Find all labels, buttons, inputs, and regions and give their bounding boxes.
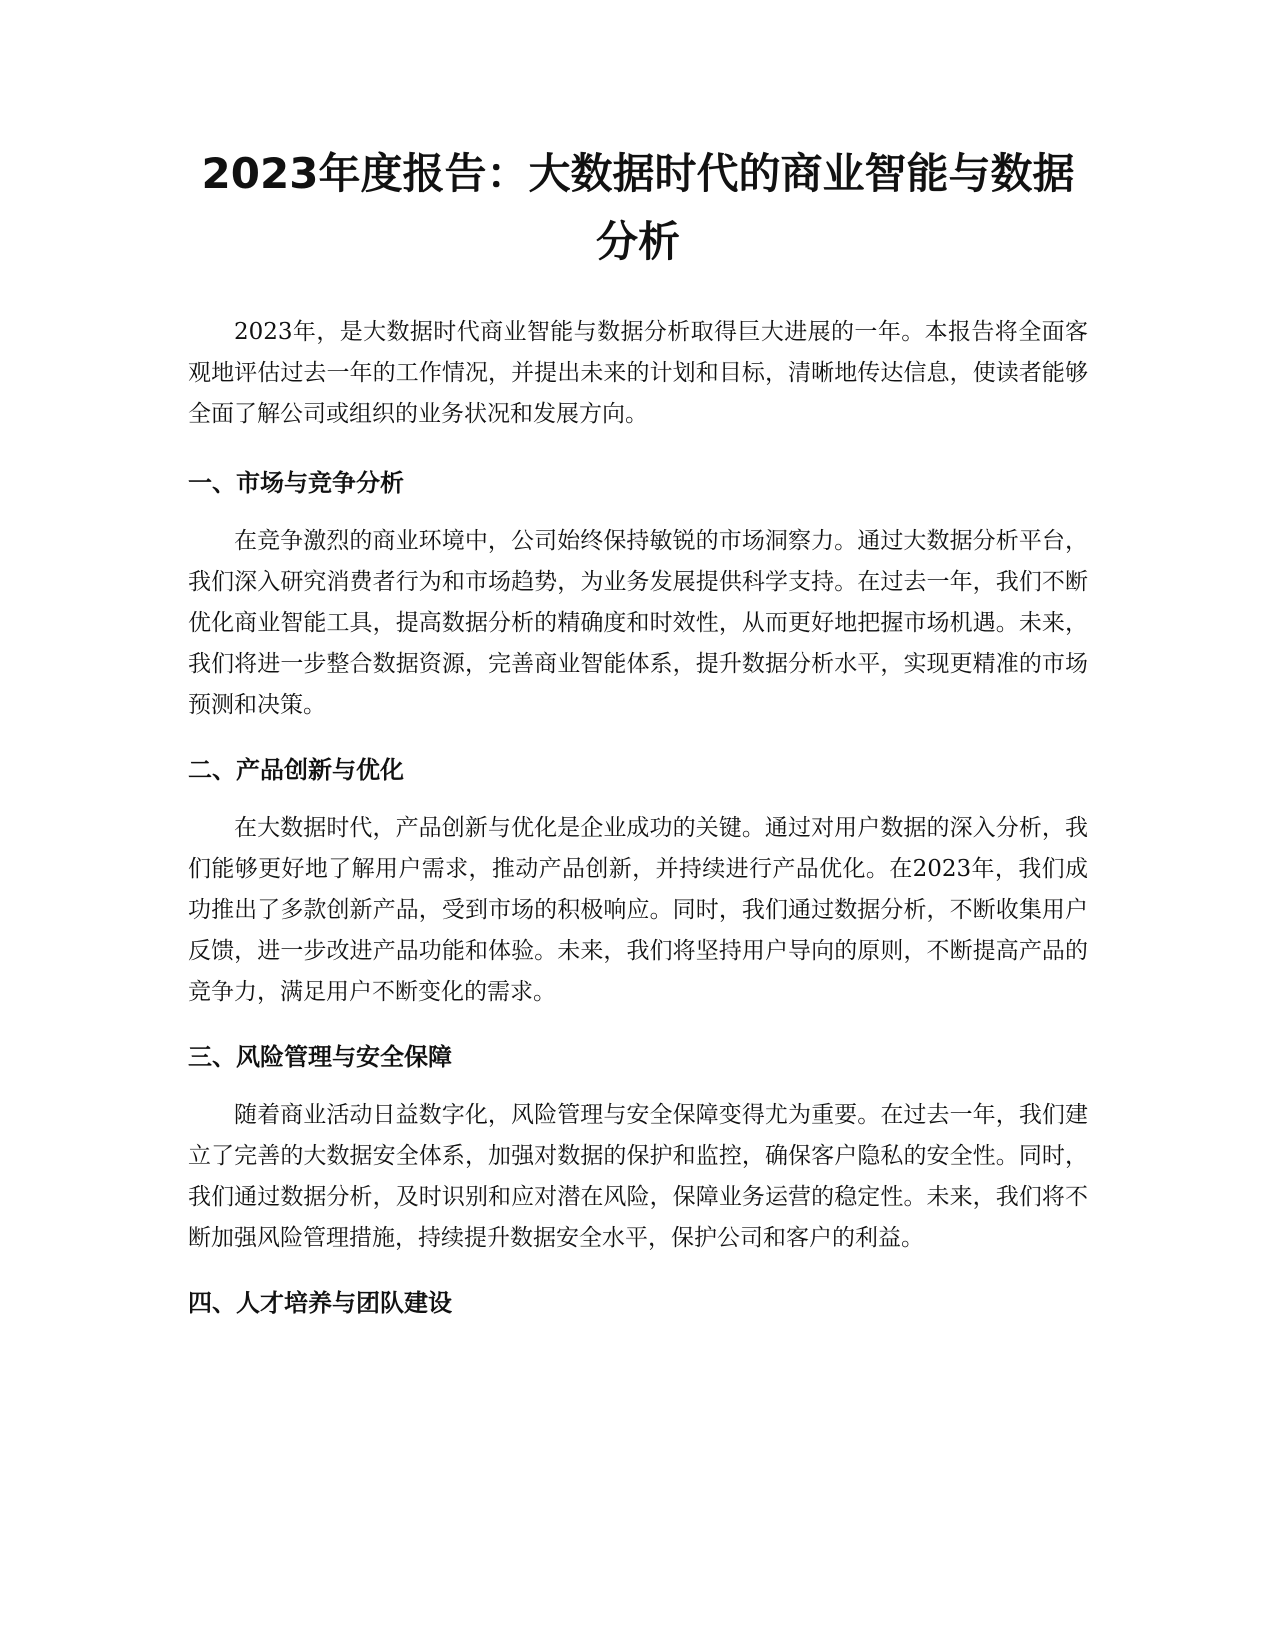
- section-heading-risk: 三、风险管理与安全保障: [188, 1043, 452, 1071]
- section-heading-talent: 四、人才培养与团队建设: [188, 1289, 452, 1317]
- section-heading-product: 二、产品创新与优化: [188, 756, 404, 784]
- section-heading-market: 一、市场与竞争分析: [188, 469, 404, 497]
- section-body-market: 在竞争激烈的商业环境中，公司始终保持敏锐的市场洞察力。通过大数据分析平台，我们深入研究消费者行为和市场趋势，为业务发展提供科学支持。在过去一年，我们不断优化商业智能工具，提高数据分析的精确度和时效性，从而更好地把握市场机遇。未来，我们将进一步整合数据资源，完善商业智能体系，提升数据分析水平，实现更精准的市场预测和决策。: [188, 528, 1088, 718]
- section-body-product: 在大数据时代，产品创新与优化是企业成功的关键。通过对用户数据的深入分析，我们能够更好地了解用户需求，推动产品创新，并持续进行产品优化。在2023年，我们成功推出了多款创新产品，受到市场的积极响应。同时，我们通过数据分析，不断收集用户反馈，进一步改进产品功能和体验。未来，我们将坚持用户导向的原则，不断提高产品的竞争力，满足用户不断变化的需求。: [188, 815, 1088, 1005]
- section-body-risk: 随着商业活动日益数字化，风险管理与安全保障变得尤为重要。在过去一年，我们建立了完善的大数据安全体系，加强对数据的保护和监控，确保客户隐私的安全性。同时，我们通过数据分析，及时识别和应对潜在风险，保障业务运营的稳定性。未来，我们将不断加强风险管理措施，持续提升数据安全水平，保护公司和客户的利益。: [188, 1102, 1088, 1251]
- document-content: [188, 140, 1088, 1341]
- document-title: 2023年度报告：大数据时代的商业智能与数据分析: [201, 149, 1075, 266]
- intro-paragraph: 2023年，是大数据时代商业智能与数据分析取得巨大进展的一年。本报告将全面客观地评估过去一年的工作情况，并提出未来的计划和目标，清晰地传达信息，使读者能够全面了解公司或组织的业务状况和发展方向。: [188, 319, 1088, 427]
